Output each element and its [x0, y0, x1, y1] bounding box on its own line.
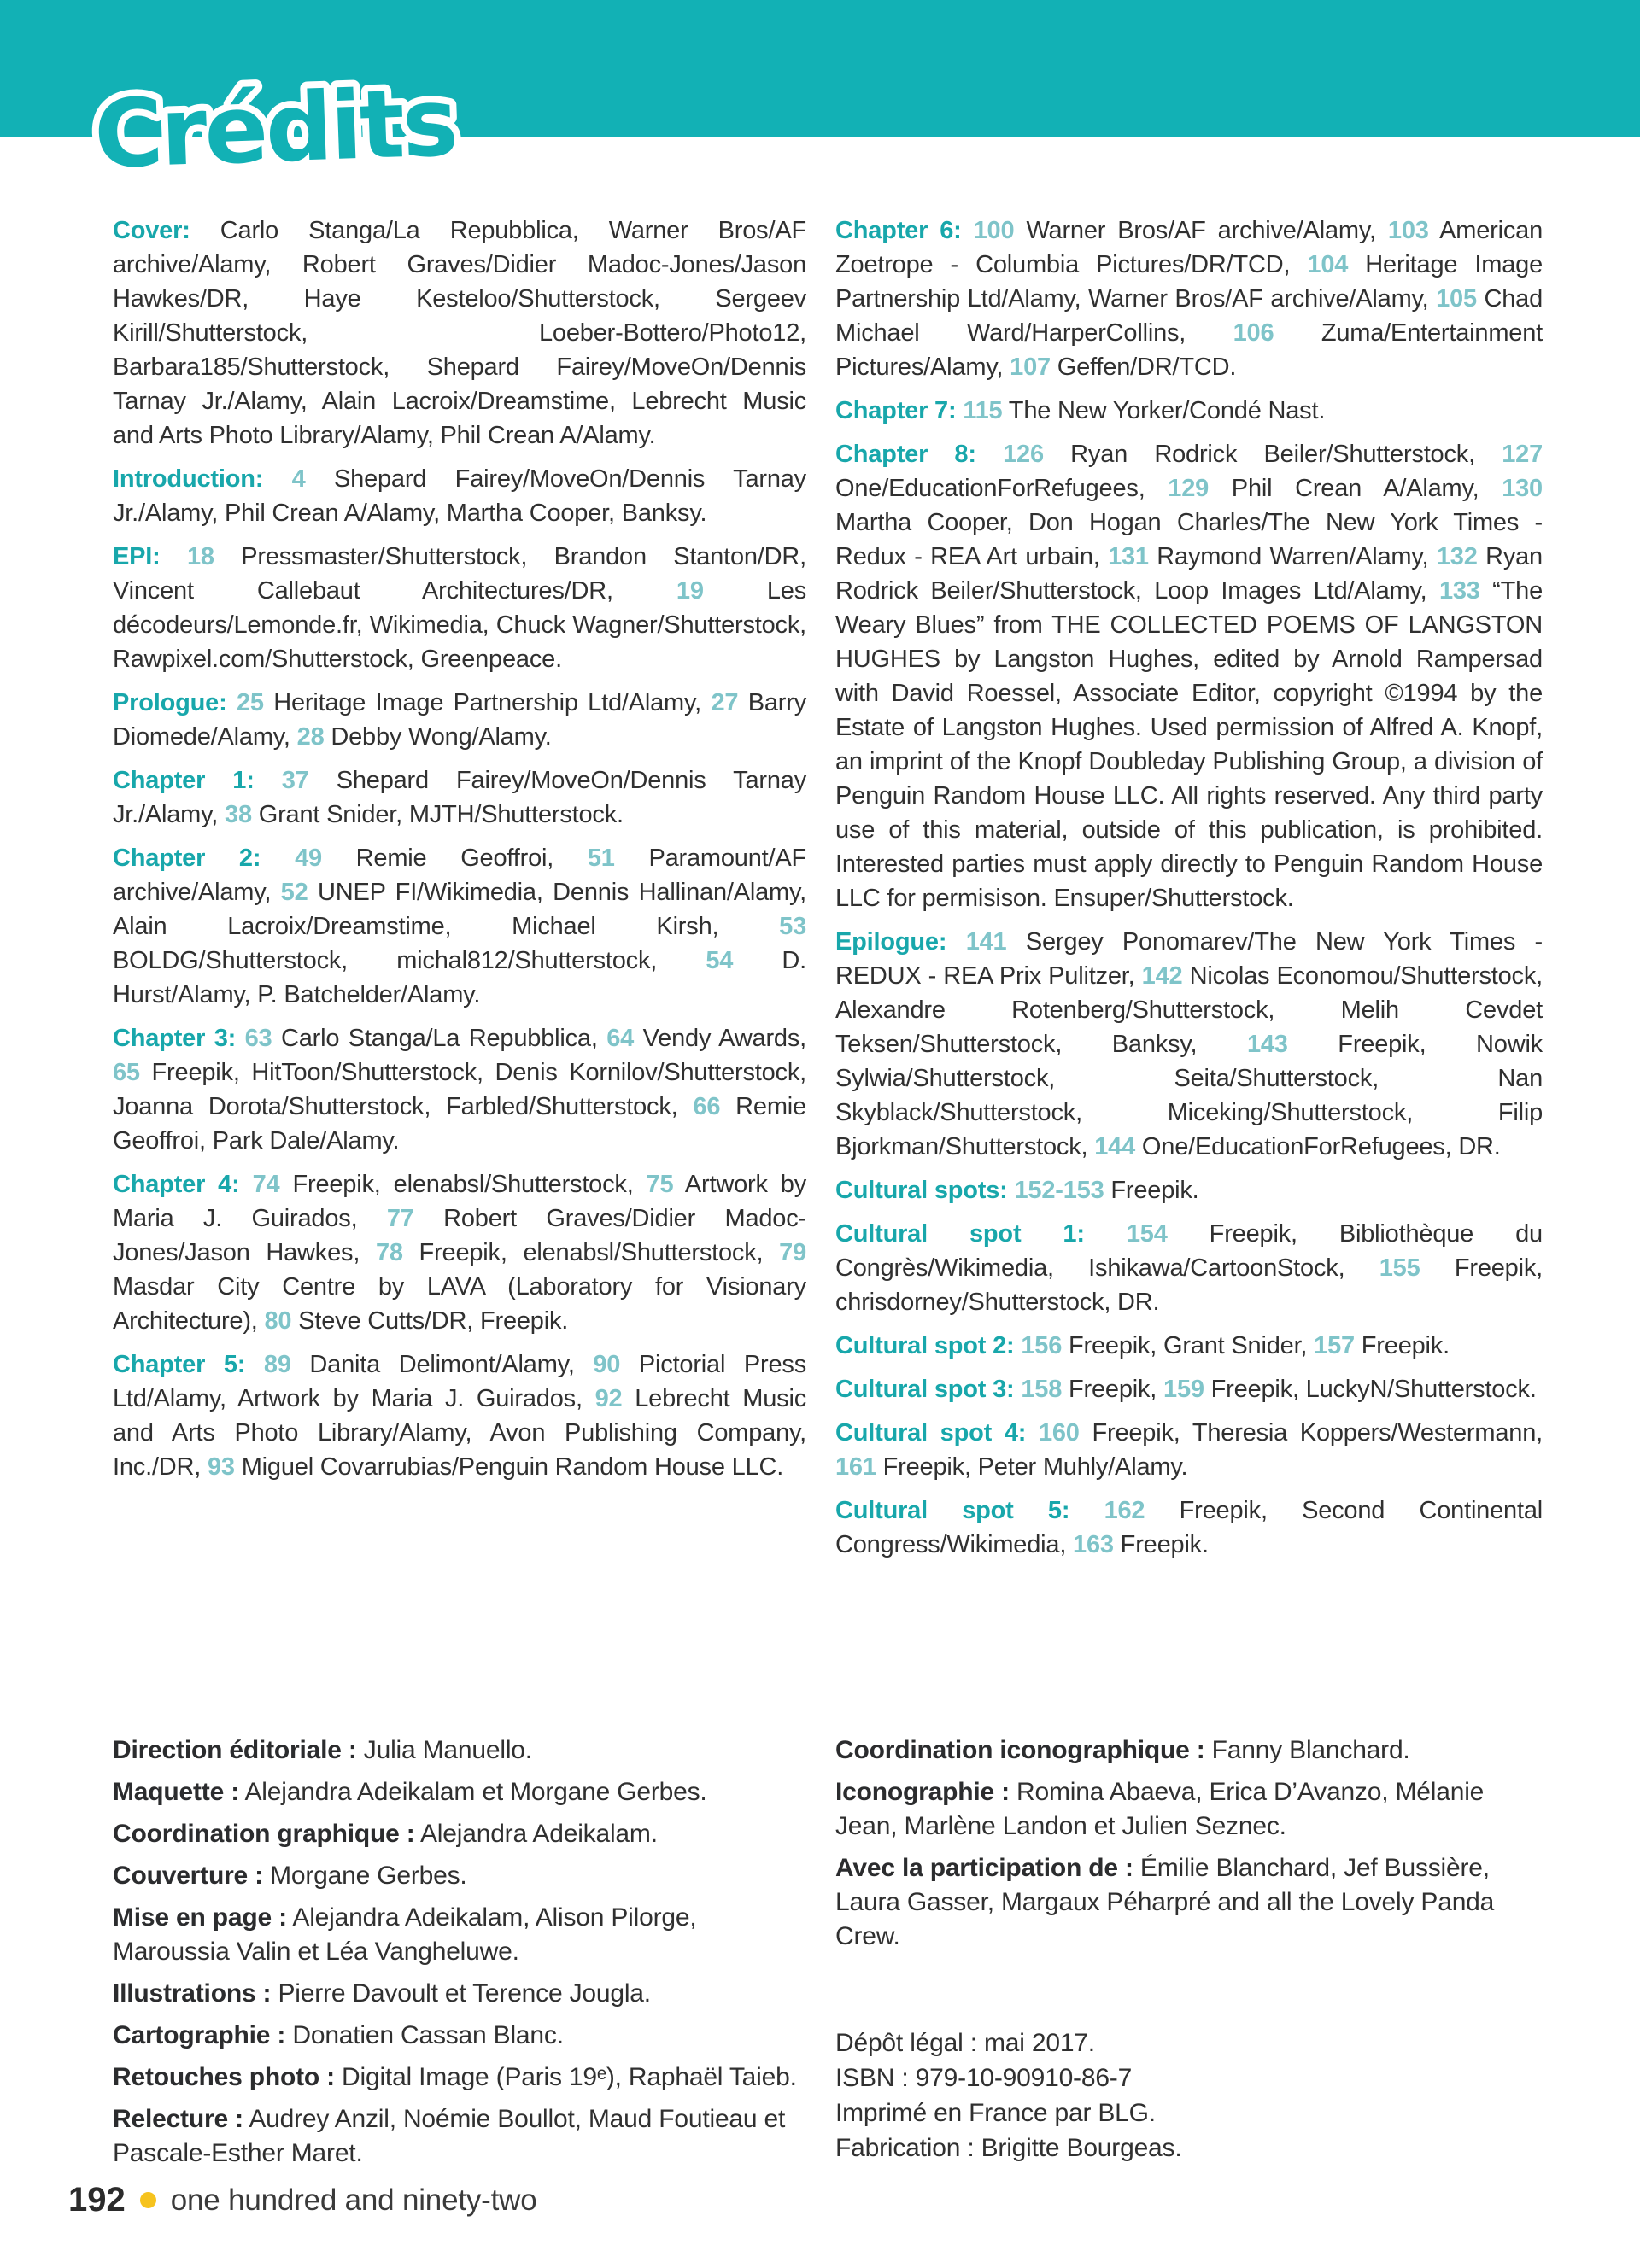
- legal-line: Dépôt légal : mai 2017.: [835, 2029, 1095, 2057]
- page-ref: 18: [186, 543, 214, 570]
- section-label: Chapter 7:: [835, 397, 957, 424]
- legal-line: Imprimé en France par BLG.: [835, 2099, 1156, 2127]
- page-ref: 37: [281, 767, 309, 794]
- page-footer: [68, 2181, 536, 2219]
- credit-entry: Cultural spots: 152-153 Freepik.: [835, 1177, 1199, 1204]
- staff-entry: Avec la participation de : Émilie Blanchard, Jef Bussière, Laura Gasser, Margaux Péharpré and all the Lovely Panda Crew.: [835, 1854, 1495, 1950]
- page-ref: 38: [225, 801, 252, 828]
- staff-block-right: [835, 1733, 1543, 1961]
- page-ref: 105: [1436, 285, 1477, 313]
- section-label: Chapter 5:: [113, 1351, 246, 1378]
- page-ref: 161: [835, 1453, 876, 1481]
- credits-logo-text: Crédits: [92, 67, 458, 190]
- page-ref: 74: [252, 1171, 280, 1198]
- credit-entry: EPI: 18 Pressmaster/Shutterstock, Brandon Stanton/DR, Vincent Callebaut Architectures/DR, 19 Les décodeurs/Lemonde.fr, Wikimedia, Chuck Wagner/Shutterstock, Rawpixel.com/Shutterstock, Greenpeace.: [113, 543, 807, 673]
- page-ref: 129: [1168, 475, 1210, 502]
- page-ref: 126: [1003, 441, 1044, 468]
- section-label: Chapter 4:: [113, 1171, 240, 1198]
- page-ref: 25: [236, 689, 264, 716]
- page-ref: 133: [1438, 577, 1480, 605]
- page-ref: 51: [587, 845, 615, 872]
- staff-block-left: [113, 1733, 806, 2178]
- credit-entry: Cultural spot 2: 156 Freepik, Grant Snider, 157 Freepik.: [835, 1332, 1450, 1359]
- credit-entry: Chapter 7: 115 The New Yorker/Condé Nast.: [835, 397, 1326, 424]
- section-label: Cultural spot 1:: [835, 1220, 1085, 1248]
- page-ref: 66: [693, 1093, 721, 1120]
- page-ref: 54: [706, 947, 734, 974]
- credit-entry: Cultural spot 5: 162 Freepik, Second Continental Congress/Wikimedia, 163 Freepik.: [835, 1497, 1543, 1558]
- legal-line: Fabrication : Brigitte Bourgeas.: [835, 2134, 1182, 2162]
- page-ref: 131: [1108, 543, 1149, 570]
- credits-logo: [87, 41, 480, 195]
- page-ref: 27: [711, 689, 739, 716]
- page-ref: 19: [676, 577, 704, 605]
- credit-entry: Chapter 1: 37 Shepard Fairey/MoveOn/Dennis Tarnay Jr./Alamy, 38 Grant Snider, MJTH/Shutterstock.: [113, 767, 806, 828]
- credit-entry: Cover: Carlo Stanga/La Repubblica, Warner Bros/AF archive/Alamy, Robert Graves/Didier Madoc-Jones/Jason Hawkes/DR, Haye Kesteloo/Shutterstock, Sergeev Kirill/Shutterstock, Loeber-Bottero/Photo12, Barbara185/Shutterstock, Shepard Fairey/MoveOn/Dennis Tarnay Jr./Alamy, Alain Lacroix/Dreamstime, Lebrecht Music and Arts Photo Library/Alamy, Phil Crean A/Alamy.: [113, 217, 806, 449]
- credits-column-right: [835, 213, 1543, 1571]
- section-label: Cover:: [113, 217, 190, 244]
- page-ref: 144: [1094, 1133, 1136, 1160]
- staff-entry: Cartographie : Donatien Cassan Blanc.: [113, 2021, 564, 2049]
- section-label: Chapter 3:: [113, 1025, 237, 1052]
- page-ref: 65: [113, 1059, 140, 1086]
- credit-entry: Cultural spot 4: 160 Freepik, Theresia Koppers/Westermann, 161 Freepik, Peter Muhly/Alamy.: [835, 1419, 1543, 1481]
- staff-entry: Coordination iconographique : Fanny Blanchard.: [835, 1736, 1410, 1764]
- page-ref: 130: [1502, 475, 1543, 502]
- staff-entry: Coordination graphique : Alejandra Adeikalam.: [113, 1820, 658, 1848]
- page-ref: 78: [375, 1239, 403, 1266]
- section-label: Prologue:: [113, 689, 227, 716]
- credit-entry: Prologue: 25 Heritage Image Partnership Ltd/Alamy, 27 Barry Diomede/Alamy, 28 Debby Wong/Alamy.: [113, 689, 806, 751]
- page-ref: 79: [779, 1239, 806, 1266]
- credit-entry: Chapter 5: 89 Danita Delimont/Alamy, 90 Pictorial Press Ltd/Alamy, Artwork by Maria J. Guirados, 92 Lebrecht Music and Arts Photo Library/Alamy, Avon Publishing Company, Inc./DR, 93 Miguel Covarrubias/Penguin Random House LLC.: [113, 1351, 807, 1481]
- page-ref: 158: [1021, 1376, 1063, 1403]
- section-label: Chapter 1:: [113, 767, 255, 794]
- staff-role-label: Illustrations :: [113, 1979, 272, 2008]
- section-label: Chapter 6:: [835, 217, 962, 244]
- section-label: Introduction:: [113, 465, 264, 493]
- staff-role-label: Coordination iconographique :: [835, 1736, 1205, 1764]
- staff-role-label: Retouches photo :: [113, 2063, 335, 2091]
- page-ref: 127: [1502, 441, 1543, 468]
- credit-entry: Epilogue: 141 Sergey Ponomarev/The New York Times - REDUX - REA Prix Pulitzer, 142 Nicolas Economou/Shutterstock, Alexandre Rotenberg/Shutterstock, Melih Cevdet Teksen/Shutterstock, Banksy, 143 Freepik, Nowik Sylwia/Shutterstock, Seita/Shutterstock, Nan Skyblack/Shutterstock, Miceking/Shutterstock, Filip Bjorkman/Shutterstock, 144 One/EducationForRefugees, DR.: [835, 928, 1543, 1160]
- staff-entry: Illustrations : Pierre Davoult et Terence Jougla.: [113, 1979, 651, 2008]
- page-ref: 159: [1163, 1376, 1204, 1403]
- page-ref: 132: [1436, 543, 1478, 570]
- footer-dot-icon: [140, 2192, 156, 2208]
- staff-role-label: Iconographie :: [835, 1778, 1010, 1806]
- page-ref: 143: [1246, 1031, 1288, 1058]
- staff-role-label: Couverture :: [113, 1862, 263, 1890]
- page-ref: 100: [973, 217, 1015, 244]
- page-ref: 157: [1314, 1332, 1355, 1359]
- legal-block: [835, 2025, 1543, 2166]
- page-ref: 63: [244, 1025, 272, 1052]
- staff-entry: Iconographie : Romina Abaeva, Erica D’Avanzo, Mélanie Jean, Marlène Landon et Julien Seznec.: [835, 1778, 1485, 1840]
- section-label: Cultural spot 3:: [835, 1376, 1015, 1403]
- page-ref: 107: [1010, 354, 1051, 381]
- legal-line: ISBN : 979-10-90910-86-7: [835, 2064, 1133, 2092]
- page-ref: 103: [1387, 217, 1429, 244]
- page-ref: 162: [1104, 1497, 1145, 1524]
- page-ref: 49: [295, 845, 322, 872]
- page-ref: 93: [208, 1453, 235, 1481]
- page-ref: 28: [296, 723, 325, 751]
- section-label: Cultural spot 5:: [835, 1497, 1070, 1524]
- credits-column-left: [113, 213, 806, 1493]
- page-ref: 80: [264, 1307, 292, 1335]
- staff-entry: Retouches photo : Digital Image (Paris 19ᵉ), Raphaël Taieb.: [113, 2063, 797, 2091]
- page-ref: 160: [1038, 1419, 1080, 1447]
- section-label: Cultural spot 2:: [835, 1332, 1015, 1359]
- staff-role-label: Direction éditoriale :: [113, 1736, 357, 1764]
- section-label: Chapter 2:: [113, 845, 261, 872]
- staff-role-label: Maquette :: [113, 1778, 240, 1806]
- page-ref: 152-153: [1014, 1177, 1104, 1204]
- section-label: Cultural spots:: [835, 1177, 1008, 1204]
- section-label: Epilogue:: [835, 928, 947, 956]
- credit-entry: Chapter 2: 49 Remie Geoffroi, 51 Paramount/AF archive/Alamy, 52 UNEP FI/Wikimedia, Dennis Hallinan/Alamy, Alain Lacroix/Dreamstime, Michael Kirsh, 53 BOLDG/Shutterstock, michal812/Shutterstock, 54 D. Hurst/Alamy, P. Batchelder/Alamy.: [113, 845, 807, 1008]
- page-ref: 75: [646, 1171, 674, 1198]
- section-label: Chapter 8:: [835, 441, 976, 468]
- page-ref: 104: [1307, 251, 1349, 278]
- page-ref: 53: [779, 913, 806, 940]
- staff-entry: Maquette : Alejandra Adeikalam et Morgane Gerbes.: [113, 1778, 707, 1806]
- staff-role-label: Mise en page :: [113, 1903, 287, 1932]
- section-label: Cultural spot 4:: [835, 1419, 1027, 1447]
- staff-role-label: Cartographie :: [113, 2021, 286, 2049]
- page-ref: 141: [965, 928, 1007, 956]
- page-ref: 115: [963, 397, 1003, 424]
- page-ref: 155: [1379, 1254, 1420, 1282]
- page-ref: 4: [291, 465, 306, 493]
- credit-entry: Chapter 6: 100 Warner Bros/AF archive/Alamy, 103 American Zoetrope - Columbia Pictures/DR/TCD, 104 Heritage Image Partnership Ltd/Alamy, Warner Bros/AF archive/Alamy, 105 Chad Michael Ward/HarperCollins, 106 Zuma/Entertainment Pictures/Alamy, 107 Geffen/DR/TCD.: [835, 217, 1543, 381]
- staff-entry: Mise en page : Alejandra Adeikalam, Alison Pilorge, Maroussia Valin et Léa Vangheluwe.: [113, 1903, 697, 1966]
- credit-entry: Cultural spot 3: 158 Freepik, 159 Freepik, LuckyN/Shutterstock.: [835, 1376, 1537, 1403]
- staff-role-label: Avec la participation de :: [835, 1854, 1133, 1882]
- page-ref: 106: [1233, 319, 1274, 347]
- credit-entry: Chapter 8: 126 Ryan Rodrick Beiler/Shutterstock, 127 One/EducationForRefugees, 129 Phil Crean A/Alamy, 130 Martha Cooper, Don Hogan Charles/The New York Times - Redux - REA Art urbain, 131 Raymond Warren/Alamy, 132 Ryan Rodrick Beiler/Shutterstock, Loop Images Ltd/Alamy, 133 “The Weary Blues” from THE COLLECTED POEMS OF LANGSTON HUGHES by Langston Hughes, edited by Arnold Rampersad with David Roessel, Associate Editor, copyright ©1994 by the Estate of Langston Hughes. Used permission of Alfred A. Knopf, an imprint of the Knopf Doubleday Publishing Group, a division of Penguin Random House LLC. All rights reserved. Any third party use of this material, outside of this publication, is prohibited. Interested parties must apply directly to Penguin Random House LLC for permisison. Ensuper/Shutterstock.: [835, 441, 1543, 912]
- page-number-words: one hundred and ninety-two: [170, 2183, 537, 2217]
- page-number: 192: [68, 2181, 126, 2218]
- staff-role-label: Relecture :: [113, 2105, 243, 2133]
- page-ref: 52: [280, 879, 308, 906]
- credit-entry: Cultural spot 1: 154 Freepik, Bibliothèque du Congrès/Wikimedia, Ishikawa/CartoonStock, 155 Freepik, chrisdorney/Shutterstock, DR.: [835, 1220, 1543, 1316]
- staff-entry: Direction éditoriale : Julia Manuello.: [113, 1736, 532, 1764]
- section-label: EPI:: [113, 543, 161, 570]
- page-ref: 142: [1141, 962, 1183, 990]
- credit-entry: Introduction: 4 Shepard Fairey/MoveOn/Dennis Tarnay Jr./Alamy, Phil Crean A/Alamy, Martha Cooper, Banksy.: [113, 465, 806, 527]
- page-ref: 77: [386, 1205, 414, 1232]
- credit-entry: Chapter 4: 74 Freepik, elenabsl/Shutterstock, 75 Artwork by Maria J. Guirados, 77 Robert Graves/Didier Madoc-Jones/Jason Hawkes, 78 Freepik, elenabsl/Shutterstock, 79 Masdar City Centre by LAVA (Laboratory for Visionary Architecture), 80 Steve Cutts/DR, Freepik.: [113, 1171, 806, 1335]
- page-ref: 89: [263, 1351, 291, 1378]
- staff-entry: Relecture : Audrey Anzil, Noémie Boullot, Maud Foutieau et Pascale-Esther Maret.: [113, 2105, 786, 2167]
- page-ref: 163: [1073, 1531, 1114, 1558]
- page-ref: 90: [593, 1351, 621, 1378]
- page-ref: 154: [1126, 1220, 1168, 1248]
- staff-entry: Couverture : Morgane Gerbes.: [113, 1862, 467, 1890]
- staff-role-label: Coordination graphique :: [113, 1820, 415, 1848]
- page-ref: 92: [594, 1385, 623, 1412]
- credit-entry: Chapter 3: 63 Carlo Stanga/La Repubblica, 64 Vendy Awards, 65 Freepik, HitToon/Shutterstock, Denis Kornilov/Shutterstock, Joanna Dorota/Shutterstock, Farbled/Shutterstock, 66 Remie Geoffroi, Park Dale/Alamy.: [113, 1025, 806, 1154]
- page-ref: 64: [606, 1025, 635, 1052]
- page-ref: 156: [1021, 1332, 1063, 1359]
